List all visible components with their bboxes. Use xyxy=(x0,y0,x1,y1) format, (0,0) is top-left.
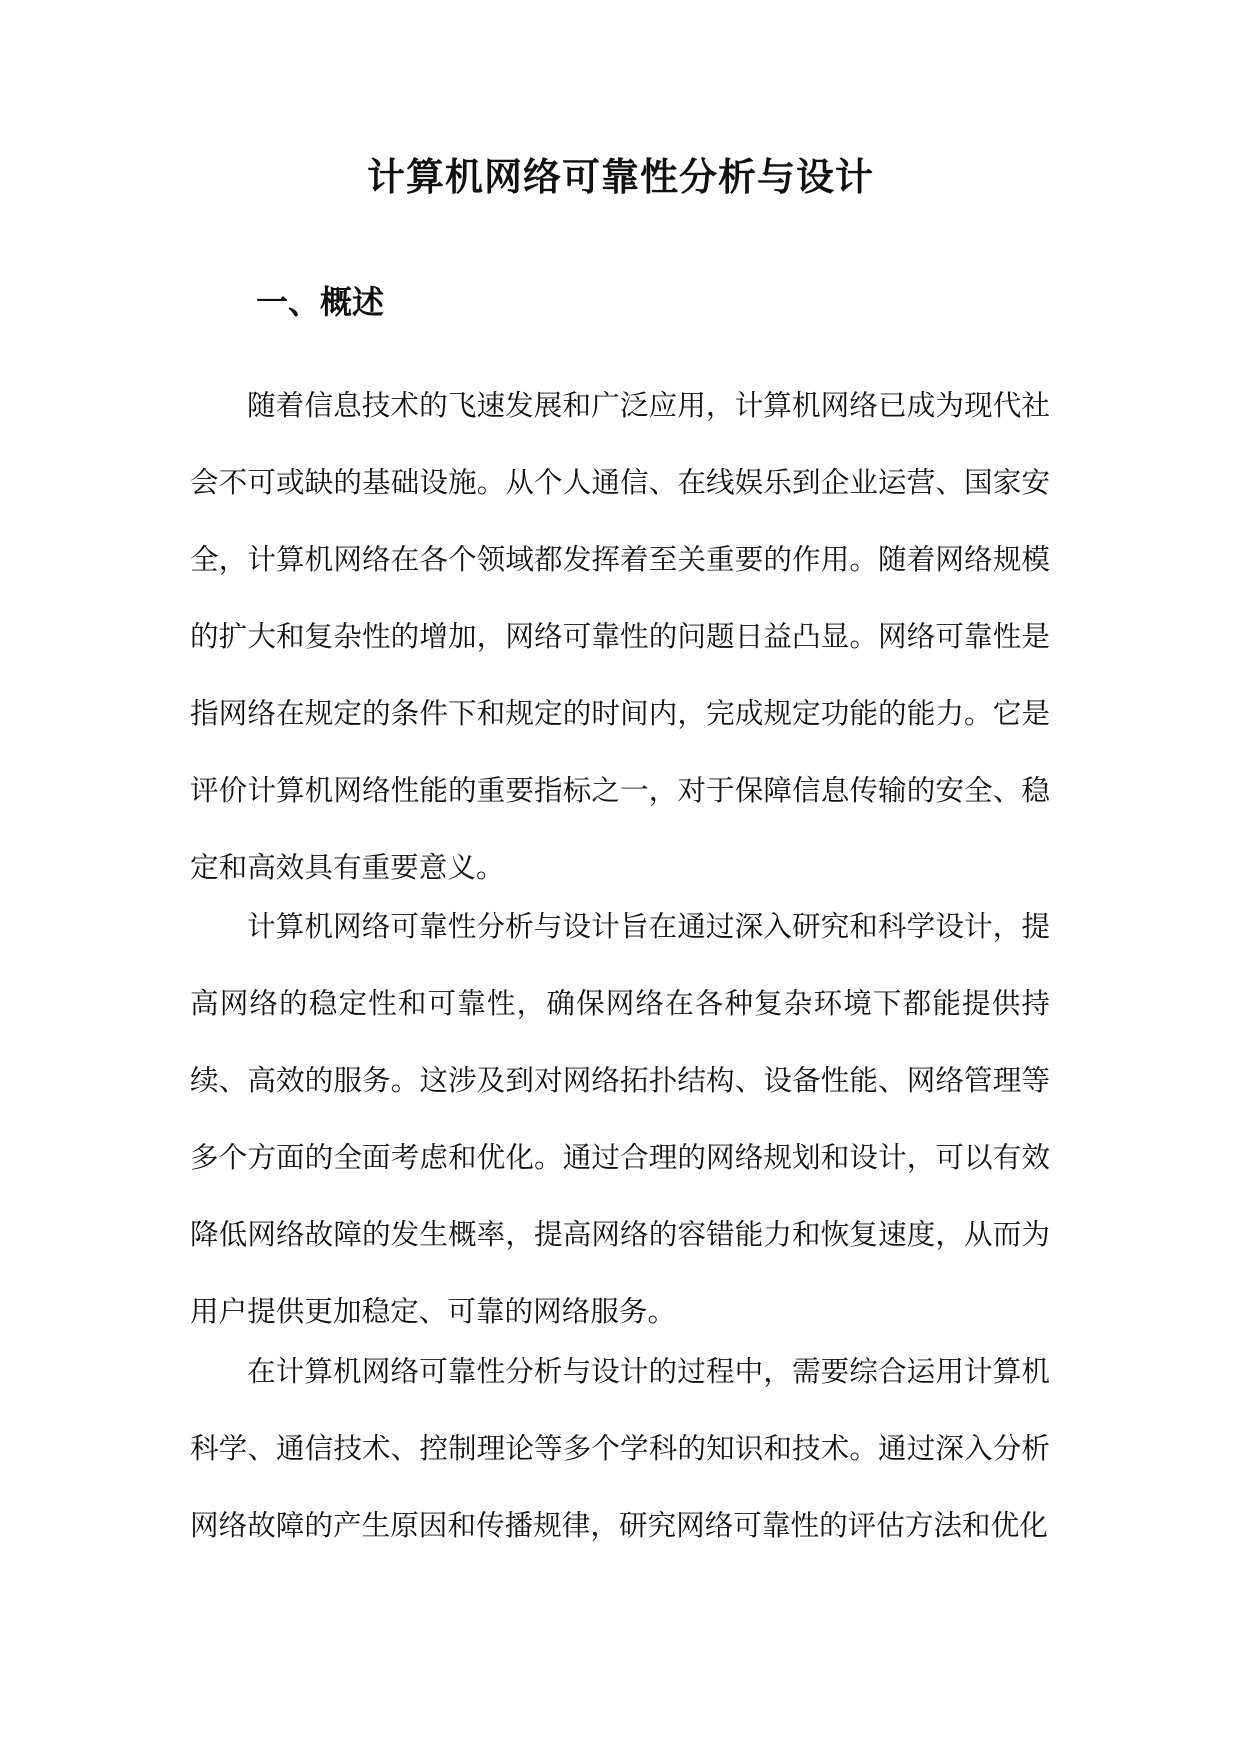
paragraph-2: 计算机网络可靠性分析与设计旨在通过深入研究和科学设计，提高网络的稳定性和可靠性，确保网络在各种复杂环境下都能提供持续、高效的服务。这涉及到对网络拓扑结构、设备性能、网络管理等多个方面的全面考虑和优化。通过合理的网络规划和设计，可以有效降低网络故障的发生概率，提高网络的容错能力和恢复速度，从而为用户提供更加稳定、可靠的网络服务。 xyxy=(190,909,1050,1328)
paragraph-1: 随着信息技术的飞速发展和广泛应用，计算机网络已成为现代社会不可或缺的基础设施。从个人通信、在线娱乐到企业运营、国家安全，计算机网络在各个领域都发挥着至关重要的作用。随着网络规模的扩大和复杂性的增加，网络可靠性的问题日益凸显。网络可靠性是指网络在规定的条件下和规定的时间内，完成规定功能的能力。它是评价计算机网络性能的重要指标之一，对于保障信息传输的安全、稳定和高效具有重要意义。 xyxy=(190,388,1050,884)
paragraph-3: 在计算机网络可靠性分析与设计的过程中，需要综合运用计算机科学、通信技术、控制理论等多个学科的知识和技术。通过深入分析网络故障的产生原因和传播规律，研究网络可靠性的评估方法和优化 xyxy=(190,1354,1050,1542)
section-heading-overview: 一、概述 xyxy=(256,283,385,321)
document-title: 计算机网络可靠性分析与设计 xyxy=(366,154,874,199)
